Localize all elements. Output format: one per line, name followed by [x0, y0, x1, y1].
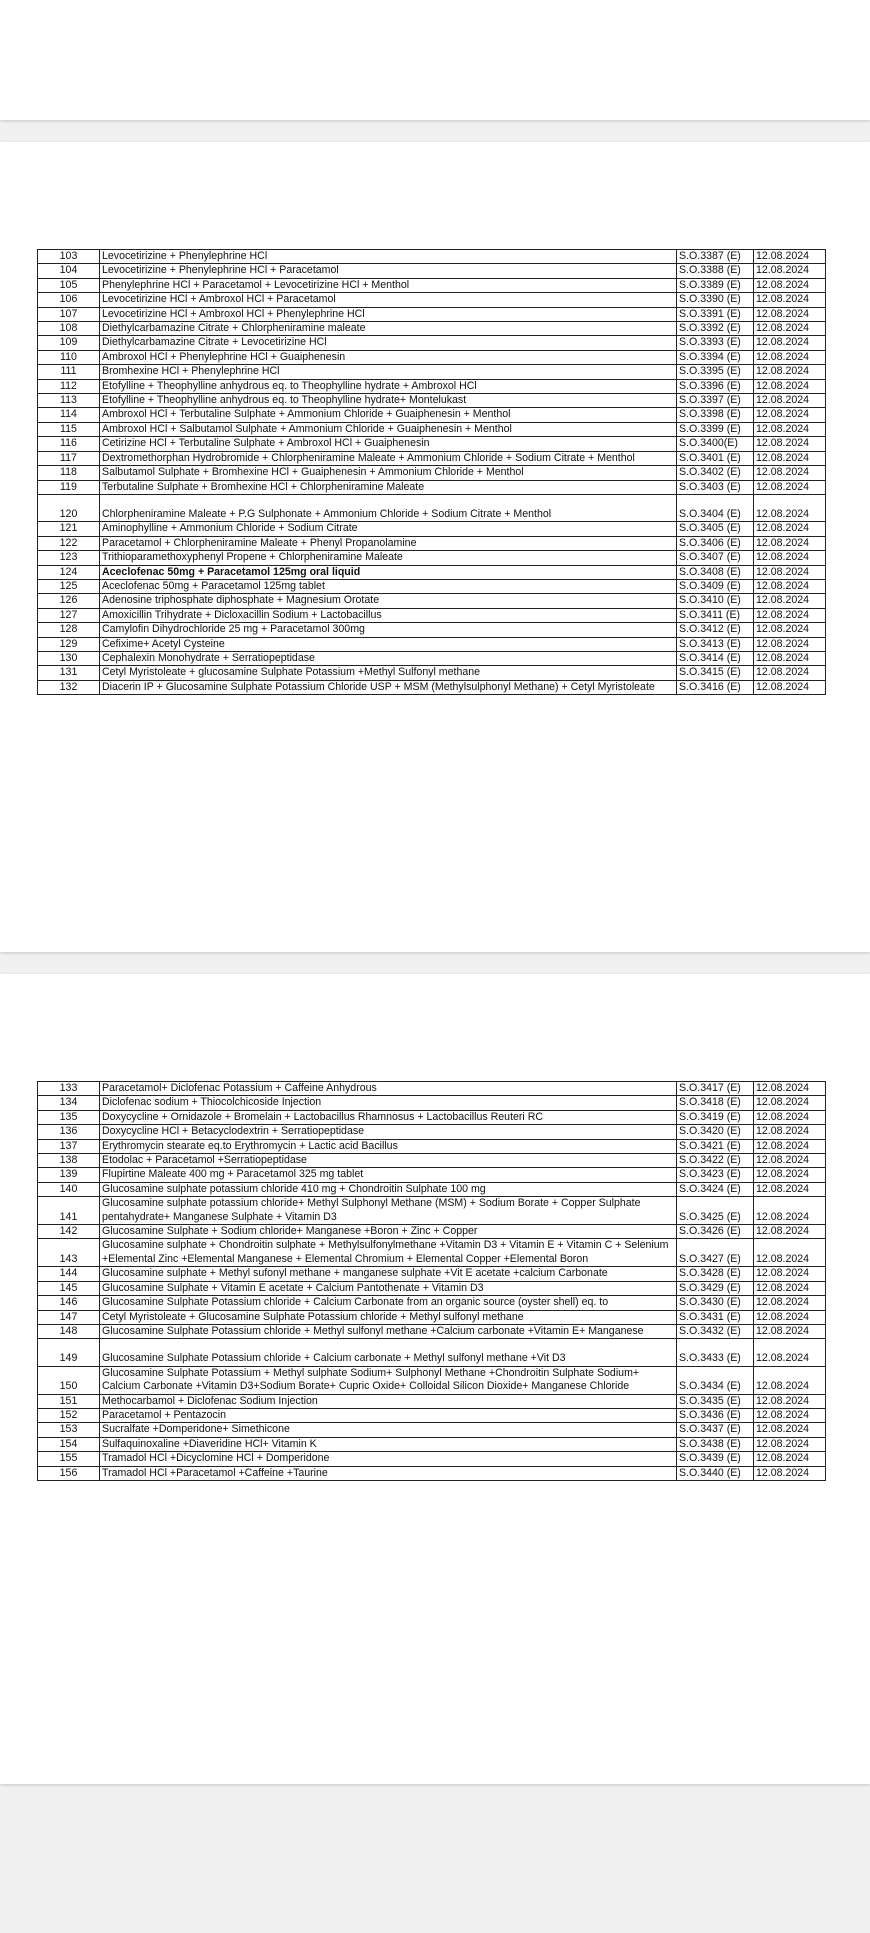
serial-number-cell: 155 — [38, 1452, 100, 1466]
table-row — [38, 1296, 826, 1310]
notification-number-cell: S.O.3414 (E) — [677, 651, 754, 665]
notification-date-cell: 12.08.2024 — [754, 350, 826, 364]
drug-combination-cell: Glucosamine sulphate + Chondroitin sulphate + Methylsulfonylmethane +Vitamin D3 + Vitamin E + Vitamin C + Selenium +Elemental Zinc +Elemental Manganese + Elemental Chromium + Elemental Copper +Elemental Boron — [100, 1239, 677, 1267]
notification-number-cell: S.O.3390 (E) — [677, 293, 754, 307]
serial-number-cell: 111 — [38, 365, 100, 379]
table-row — [38, 1466, 826, 1480]
drug-combination-cell: Glucosamine sulphate potassium chloride 410 mg + Chondroitin Sulphate 100 mg — [100, 1182, 677, 1196]
notification-number-cell: S.O.3411 (E) — [677, 608, 754, 622]
notification-date-cell: 12.08.2024 — [754, 1082, 826, 1096]
table-row — [38, 437, 826, 451]
notification-date-cell: 12.08.2024 — [754, 1408, 826, 1422]
table-row — [38, 666, 826, 680]
serial-number-cell: 132 — [38, 680, 100, 694]
table-row — [38, 1366, 826, 1394]
drug-combination-cell: Glucosamine Sulphate Potassium chloride + Methyl sulfonyl methane +Calcium carbonate +Vitamin E+ Manganese — [100, 1324, 677, 1338]
drug-combination-cell: Glucosamine sulphate + Methyl sufonyl methane + manganese sulphate +Vit E acetate +calcium Carbonate — [100, 1267, 677, 1281]
drug-combination-cell: Diclofenac sodium + Thiocolchicoside Injection — [100, 1096, 677, 1110]
table-row — [38, 494, 826, 521]
table-row — [38, 1182, 826, 1196]
drug-combination-cell: Doxycycline + Ornidazole + Bromelain + Lactobacillus Rhamnosus + Lactobacillus Reuteri RC — [100, 1110, 677, 1124]
serial-number-cell: 124 — [38, 565, 100, 579]
drug-combination-cell: Paracetamol + Pentazocin — [100, 1408, 677, 1422]
drug-combination-cell: Glucosamine Sulphate Potassium chloride + Calcium Carbonate from an organic source (oyster shell) eq. to — [100, 1296, 677, 1310]
table-row — [38, 1281, 826, 1295]
notification-date-cell: 12.08.2024 — [754, 1125, 826, 1139]
drug-combination-cell: Glucosamine Sulphate + Vitamin E acetate + Calcium Pantothenate + Vitamin D3 — [100, 1281, 677, 1295]
notification-date-cell: 12.08.2024 — [754, 1110, 826, 1124]
notification-number-cell: S.O.3439 (E) — [677, 1452, 754, 1466]
notification-number-cell: S.O.3415 (E) — [677, 666, 754, 680]
notification-number-cell: S.O.3434 (E) — [677, 1366, 754, 1394]
notification-number-cell: S.O.3430 (E) — [677, 1296, 754, 1310]
drug-combination-cell: Levocetirizine HCl + Ambroxol HCl + Paracetamol — [100, 293, 677, 307]
table-row — [38, 1197, 826, 1225]
notification-date-cell: 12.08.2024 — [754, 536, 826, 550]
serial-number-cell: 147 — [38, 1310, 100, 1324]
notification-date-cell: 12.08.2024 — [754, 522, 826, 536]
notification-date-cell: 12.08.2024 — [754, 1225, 826, 1239]
serial-number-cell: 116 — [38, 437, 100, 451]
table-row — [38, 1082, 826, 1096]
drug-combination-cell: Glucosamine Sulphate Potassium + Methyl sulphate Sodium+ Sulphonyl Methane +Chondroitin Sulphate Sodium+ Calcium Carbonate +Vitamin D3+Sodium Borate+ Cupric Oxide+ Colloidal Silicon Dioxide+ Manganese Chloride — [100, 1366, 677, 1394]
notification-number-cell: S.O.3435 (E) — [677, 1394, 754, 1408]
notification-date-cell: 12.08.2024 — [754, 437, 826, 451]
serial-number-cell: 154 — [38, 1437, 100, 1451]
notification-date-cell: 12.08.2024 — [754, 1466, 826, 1480]
document-page-1 — [0, 142, 870, 952]
notification-date-cell: 12.08.2024 — [754, 408, 826, 422]
serial-number-cell: 120 — [38, 494, 100, 521]
serial-number-cell: 144 — [38, 1267, 100, 1281]
notification-number-cell: S.O.3410 (E) — [677, 594, 754, 608]
serial-number-cell: 122 — [38, 536, 100, 550]
notification-number-cell: S.O.3399 (E) — [677, 422, 754, 436]
notification-date-cell: 12.08.2024 — [754, 1197, 826, 1225]
table-row — [38, 1310, 826, 1324]
document-page-previous — [0, 0, 870, 120]
table-row — [38, 322, 826, 336]
serial-number-cell: 149 — [38, 1339, 100, 1366]
table-row — [38, 1423, 826, 1437]
table-row — [38, 1452, 826, 1466]
table-row — [38, 536, 826, 550]
table-row — [38, 522, 826, 536]
drug-combination-cell: Paracetamol + Chlorpheniramine Maleate + Phenyl Propanolamine — [100, 536, 677, 550]
notification-date-cell: 12.08.2024 — [754, 623, 826, 637]
serial-number-cell: 143 — [38, 1239, 100, 1267]
table-row — [38, 293, 826, 307]
drug-combination-cell: Flupirtine Maleate 400 mg + Paracetamol 325 mg tablet — [100, 1168, 677, 1182]
serial-number-cell: 112 — [38, 379, 100, 393]
drug-combination-cell: Ambroxol HCl + Phenylephrine HCl + Guaiphenesin — [100, 350, 677, 364]
notification-number-cell: S.O.3404 (E) — [677, 494, 754, 521]
table-row — [38, 264, 826, 278]
notification-date-cell: 12.08.2024 — [754, 594, 826, 608]
notification-date-cell: 12.08.2024 — [754, 1168, 826, 1182]
drug-combination-cell: Chlorpheniramine Maleate + P.G Sulphonate + Ammonium Chloride + Sodium Citrate + Menthol — [100, 494, 677, 521]
notification-number-cell: S.O.3416 (E) — [677, 680, 754, 694]
notification-number-cell: S.O.3426 (E) — [677, 1225, 754, 1239]
serial-number-cell: 133 — [38, 1082, 100, 1096]
table-row — [38, 408, 826, 422]
drug-combination-cell: Glucosamine Sulphate + Sodium chloride+ Manganese +Boron + Zinc + Copper — [100, 1225, 677, 1239]
table-row — [38, 565, 826, 579]
serial-number-cell: 131 — [38, 666, 100, 680]
notification-number-cell: S.O.3405 (E) — [677, 522, 754, 536]
notification-number-cell: S.O.3409 (E) — [677, 579, 754, 593]
notification-number-cell: S.O.3433 (E) — [677, 1339, 754, 1366]
notification-date-cell: 12.08.2024 — [754, 250, 826, 264]
notification-date-cell: 12.08.2024 — [754, 264, 826, 278]
notification-number-cell: S.O.3388 (E) — [677, 264, 754, 278]
notification-number-cell: S.O.3403 (E) — [677, 480, 754, 494]
serial-number-cell: 119 — [38, 480, 100, 494]
drug-combination-cell: Camylofin Dihydrochloride 25 mg + Paracetamol 300mg — [100, 623, 677, 637]
notification-date-cell: 12.08.2024 — [754, 451, 826, 465]
serial-number-cell: 106 — [38, 293, 100, 307]
serial-number-cell: 150 — [38, 1366, 100, 1394]
table-row — [38, 1339, 826, 1366]
notification-date-cell: 12.08.2024 — [754, 608, 826, 622]
notification-number-cell: S.O.3418 (E) — [677, 1096, 754, 1110]
drug-combination-cell: Diethylcarbamazine Citrate + Chlorpheniramine maleate — [100, 322, 677, 336]
notification-number-cell: S.O.3394 (E) — [677, 350, 754, 364]
serial-number-cell: 151 — [38, 1394, 100, 1408]
notification-date-cell: 12.08.2024 — [754, 480, 826, 494]
notification-number-cell: S.O.3440 (E) — [677, 1466, 754, 1480]
table-row — [38, 551, 826, 565]
notification-date-cell: 12.08.2024 — [754, 1267, 826, 1281]
table-row — [38, 379, 826, 393]
drug-combination-cell: Ambroxol HCl + Terbutaline Sulphate + Ammonium Chloride + Guaiphenesin + Menthol — [100, 408, 677, 422]
notification-date-cell: 12.08.2024 — [754, 1154, 826, 1168]
serial-number-cell: 137 — [38, 1139, 100, 1153]
drug-combination-cell: Etofylline + Theophylline anhydrous eq. to Theophylline hydrate+ Montelukast — [100, 394, 677, 408]
drug-combination-cell: Dextromethorphan Hydrobromide + Chlorpheniramine Maleate + Ammonium Chloride + Sodium Citrate + Menthol — [100, 451, 677, 465]
table-row — [38, 350, 826, 364]
notification-number-cell: S.O.3389 (E) — [677, 278, 754, 292]
serial-number-cell: 109 — [38, 336, 100, 350]
drug-combination-cell: Methocarbamol + Diclofenac Sodium Injection — [100, 1394, 677, 1408]
serial-number-cell: 134 — [38, 1096, 100, 1110]
serial-number-cell: 128 — [38, 623, 100, 637]
serial-number-cell: 140 — [38, 1182, 100, 1196]
serial-number-cell: 114 — [38, 408, 100, 422]
serial-number-cell: 108 — [38, 322, 100, 336]
drug-combination-cell: Cetyl Myristoleate + glucosamine Sulphate Potassium +Methyl Sulfonyl methane — [100, 666, 677, 680]
notification-date-cell: 12.08.2024 — [754, 1394, 826, 1408]
serial-number-cell: 129 — [38, 637, 100, 651]
table-row — [38, 278, 826, 292]
notification-number-cell: S.O.3402 (E) — [677, 466, 754, 480]
notification-date-cell: 12.08.2024 — [754, 336, 826, 350]
notification-date-cell: 12.08.2024 — [754, 1296, 826, 1310]
drug-combination-cell: Doxycycline HCl + Betacyclodextrin + Serratiopeptidase — [100, 1125, 677, 1139]
notification-number-cell: S.O.3397 (E) — [677, 394, 754, 408]
notification-number-cell: S.O.3438 (E) — [677, 1437, 754, 1451]
serial-number-cell: 123 — [38, 551, 100, 565]
drug-combination-cell: Phenylephrine HCl + Paracetamol + Levocetirizine HCl + Menthol — [100, 278, 677, 292]
serial-number-cell: 127 — [38, 608, 100, 622]
fdc-list-table-2 — [37, 1081, 826, 1481]
notification-date-cell: 12.08.2024 — [754, 1339, 826, 1366]
table-row — [38, 451, 826, 465]
notification-number-cell: S.O.3421 (E) — [677, 1139, 754, 1153]
drug-combination-cell: Bromhexine HCl + Phenylephrine HCl — [100, 365, 677, 379]
serial-number-cell: 142 — [38, 1225, 100, 1239]
notification-date-cell: 12.08.2024 — [754, 394, 826, 408]
table-row — [38, 1154, 826, 1168]
drug-combination-cell: Levocetirizine + Phenylephrine HCl + Paracetamol — [100, 264, 677, 278]
serial-number-cell: 141 — [38, 1197, 100, 1225]
table-row — [38, 623, 826, 637]
notification-date-cell: 12.08.2024 — [754, 1239, 826, 1267]
table-row — [38, 1394, 826, 1408]
notification-number-cell: S.O.3408 (E) — [677, 565, 754, 579]
drug-combination-cell: Trithioparamethoxyphenyl Propene + Chlorpheniramine Maleate — [100, 551, 677, 565]
serial-number-cell: 138 — [38, 1154, 100, 1168]
notification-date-cell: 12.08.2024 — [754, 278, 826, 292]
drug-combination-cell: Cefixime+ Acetyl Cysteine — [100, 637, 677, 651]
table-row — [38, 422, 826, 436]
drug-combination-cell: Paracetamol+ Diclofenac Potassium + Caffeine Anhydrous — [100, 1082, 677, 1096]
table-row — [38, 1110, 826, 1124]
notification-date-cell: 12.08.2024 — [754, 1096, 826, 1110]
drug-combination-cell: Sucralfate +Domperidone+ Simethicone — [100, 1423, 677, 1437]
serial-number-cell: 118 — [38, 466, 100, 480]
notification-date-cell: 12.08.2024 — [754, 466, 826, 480]
table-row — [38, 307, 826, 321]
table-row — [38, 480, 826, 494]
drug-combination-cell: Etodolac + Paracetamol +Serratiopeptidase — [100, 1154, 677, 1168]
notification-date-cell: 12.08.2024 — [754, 293, 826, 307]
table-row — [38, 1324, 826, 1338]
document-page-2 — [0, 974, 870, 1784]
table-row — [38, 680, 826, 694]
notification-date-cell: 12.08.2024 — [754, 565, 826, 579]
notification-number-cell: S.O.3429 (E) — [677, 1281, 754, 1295]
drug-combination-cell: Tramadol HCl +Dicyclomine HCl + Domperidone — [100, 1452, 677, 1466]
notification-number-cell: S.O.3406 (E) — [677, 536, 754, 550]
serial-number-cell: 105 — [38, 278, 100, 292]
table-row — [38, 594, 826, 608]
serial-number-cell: 126 — [38, 594, 100, 608]
drug-combination-cell: Adenosine triphosphate diphosphate + Magnesium Orotate — [100, 594, 677, 608]
notification-number-cell: S.O.3423 (E) — [677, 1168, 754, 1182]
notification-date-cell: 12.08.2024 — [754, 651, 826, 665]
notification-date-cell: 12.08.2024 — [754, 307, 826, 321]
notification-number-cell: S.O.3425 (E) — [677, 1197, 754, 1225]
notification-number-cell: S.O.3424 (E) — [677, 1182, 754, 1196]
notification-date-cell: 12.08.2024 — [754, 322, 826, 336]
drug-combination-cell: Erythromycin stearate eq.to Erythromycin + Lactic acid Bacillus — [100, 1139, 677, 1153]
notification-number-cell: S.O.3422 (E) — [677, 1154, 754, 1168]
notification-number-cell: S.O.3395 (E) — [677, 365, 754, 379]
drug-combination-cell: Diacerin IP + Glucosamine Sulphate Potassium Chloride USP + MSM (Methylsulphonyl Methane) + Cetyl Myristoleate — [100, 680, 677, 694]
notification-date-cell: 12.08.2024 — [754, 1281, 826, 1295]
drug-combination-cell: Levocetirizine HCl + Ambroxol HCl + Phenylephrine HCl — [100, 307, 677, 321]
fdc-list-table-1 — [37, 249, 826, 695]
drug-combination-cell: Aceclofenac 50mg + Paracetamol 125mg tablet — [100, 579, 677, 593]
serial-number-cell: 107 — [38, 307, 100, 321]
notification-date-cell: 12.08.2024 — [754, 1452, 826, 1466]
drug-combination-cell: Tramadol HCl +Paracetamol +Caffeine +Taurine — [100, 1466, 677, 1480]
drug-combination-cell: Sulfaquinoxaline +Diaveridine HCl+ Vitamin K — [100, 1437, 677, 1451]
serial-number-cell: 146 — [38, 1296, 100, 1310]
notification-number-cell: S.O.3387 (E) — [677, 250, 754, 264]
table-row — [38, 651, 826, 665]
serial-number-cell: 139 — [38, 1168, 100, 1182]
notification-date-cell: 12.08.2024 — [754, 1139, 826, 1153]
serial-number-cell: 117 — [38, 451, 100, 465]
table-row — [38, 394, 826, 408]
serial-number-cell: 113 — [38, 394, 100, 408]
notification-number-cell: S.O.3437 (E) — [677, 1423, 754, 1437]
notification-date-cell: 12.08.2024 — [754, 1324, 826, 1338]
serial-number-cell: 148 — [38, 1324, 100, 1338]
drug-combination-cell: Glucosamine sulphate potassium chloride+ Methyl Sulphonyl Methane (MSM) + Sodium Borate + Copper Sulphate pentahydrate+ Manganese Sulphate + Vitamin D3 — [100, 1197, 677, 1225]
table-row — [38, 1437, 826, 1451]
table-row — [38, 637, 826, 651]
drug-combination-cell: Ambroxol HCl + Salbutamol Sulphate + Ammonium Chloride + Guaiphenesin + Menthol — [100, 422, 677, 436]
notification-number-cell: S.O.3436 (E) — [677, 1408, 754, 1422]
serial-number-cell: 104 — [38, 264, 100, 278]
notification-date-cell: 12.08.2024 — [754, 1310, 826, 1324]
drug-combination-cell: Cetirizine HCl + Terbutaline Sulphate + Ambroxol HCl + Guaiphenesin — [100, 437, 677, 451]
notification-number-cell: S.O.3400(E) — [677, 437, 754, 451]
drug-combination-cell: Glucosamine Sulphate Potassium chloride + Calcium carbonate + Methyl sulfonyl methane +Vit D3 — [100, 1339, 677, 1366]
table-row — [38, 579, 826, 593]
serial-number-cell: 110 — [38, 350, 100, 364]
notification-number-cell: S.O.3417 (E) — [677, 1082, 754, 1096]
drug-combination-cell: Aceclofenac 50mg + Paracetamol 125mg oral liquid — [100, 565, 677, 579]
serial-number-cell: 145 — [38, 1281, 100, 1295]
table-row — [38, 336, 826, 350]
serial-number-cell: 135 — [38, 1110, 100, 1124]
serial-number-cell: 153 — [38, 1423, 100, 1437]
notification-number-cell: S.O.3428 (E) — [677, 1267, 754, 1281]
serial-number-cell: 121 — [38, 522, 100, 536]
serial-number-cell: 130 — [38, 651, 100, 665]
notification-number-cell: S.O.3391 (E) — [677, 307, 754, 321]
notification-number-cell: S.O.3431 (E) — [677, 1310, 754, 1324]
notification-date-cell: 12.08.2024 — [754, 680, 826, 694]
notification-number-cell: S.O.3401 (E) — [677, 451, 754, 465]
drug-combination-cell: Levocetirizine + Phenylephrine HCl — [100, 250, 677, 264]
notification-date-cell: 12.08.2024 — [754, 1366, 826, 1394]
serial-number-cell: 115 — [38, 422, 100, 436]
drug-combination-cell: Amoxicillin Trihydrate + Dicloxacillin Sodium + Lactobacillus — [100, 608, 677, 622]
notification-number-cell: S.O.3432 (E) — [677, 1324, 754, 1338]
table-row — [38, 466, 826, 480]
notification-date-cell: 12.08.2024 — [754, 365, 826, 379]
notification-date-cell: 12.08.2024 — [754, 422, 826, 436]
drug-combination-cell: Aminophylline + Ammonium Chloride + Sodium Citrate — [100, 522, 677, 536]
notification-number-cell: S.O.3393 (E) — [677, 336, 754, 350]
drug-combination-cell: Cetyl Myristoleate + Glucosamine Sulphate Potassium chloride + Methyl sulfonyl methane — [100, 1310, 677, 1324]
drug-combination-cell: Etofylline + Theophylline anhydrous eq. to Theophylline hydrate + Ambroxol HCl — [100, 379, 677, 393]
serial-number-cell: 136 — [38, 1125, 100, 1139]
notification-number-cell: S.O.3427 (E) — [677, 1239, 754, 1267]
notification-number-cell: S.O.3392 (E) — [677, 322, 754, 336]
serial-number-cell: 156 — [38, 1466, 100, 1480]
drug-combination-cell: Diethylcarbamazine Citrate + Levocetirizine HCl — [100, 336, 677, 350]
serial-number-cell: 103 — [38, 250, 100, 264]
table-row — [38, 1408, 826, 1422]
notification-number-cell: S.O.3396 (E) — [677, 379, 754, 393]
notification-date-cell: 12.08.2024 — [754, 1423, 826, 1437]
table-row — [38, 608, 826, 622]
notification-number-cell: S.O.3419 (E) — [677, 1110, 754, 1124]
table-row — [38, 250, 826, 264]
drug-combination-cell: Terbutaline Sulphate + Bromhexine HCl + Chlorpheniramine Maleate — [100, 480, 677, 494]
serial-number-cell: 152 — [38, 1408, 100, 1422]
table-row — [38, 1225, 826, 1239]
notification-date-cell: 12.08.2024 — [754, 579, 826, 593]
table-row — [38, 365, 826, 379]
notification-date-cell: 12.08.2024 — [754, 494, 826, 521]
drug-combination-cell: Cephalexin Monohydrate + Serratiopeptidase — [100, 651, 677, 665]
notification-number-cell: S.O.3412 (E) — [677, 623, 754, 637]
notification-number-cell: S.O.3420 (E) — [677, 1125, 754, 1139]
notification-number-cell: S.O.3407 (E) — [677, 551, 754, 565]
notification-number-cell: S.O.3398 (E) — [677, 408, 754, 422]
drug-combination-cell: Salbutamol Sulphate + Bromhexine HCl + Guaiphenesin + Ammonium Chloride + Menthol — [100, 466, 677, 480]
table-row — [38, 1096, 826, 1110]
table-row — [38, 1168, 826, 1182]
notification-number-cell: S.O.3413 (E) — [677, 637, 754, 651]
notification-date-cell: 12.08.2024 — [754, 1437, 826, 1451]
table-row — [38, 1125, 826, 1139]
notification-date-cell: 12.08.2024 — [754, 1182, 826, 1196]
notification-date-cell: 12.08.2024 — [754, 379, 826, 393]
table-row — [38, 1267, 826, 1281]
notification-date-cell: 12.08.2024 — [754, 637, 826, 651]
notification-date-cell: 12.08.2024 — [754, 551, 826, 565]
serial-number-cell: 125 — [38, 579, 100, 593]
table-row — [38, 1139, 826, 1153]
table-row — [38, 1239, 826, 1267]
notification-date-cell: 12.08.2024 — [754, 666, 826, 680]
